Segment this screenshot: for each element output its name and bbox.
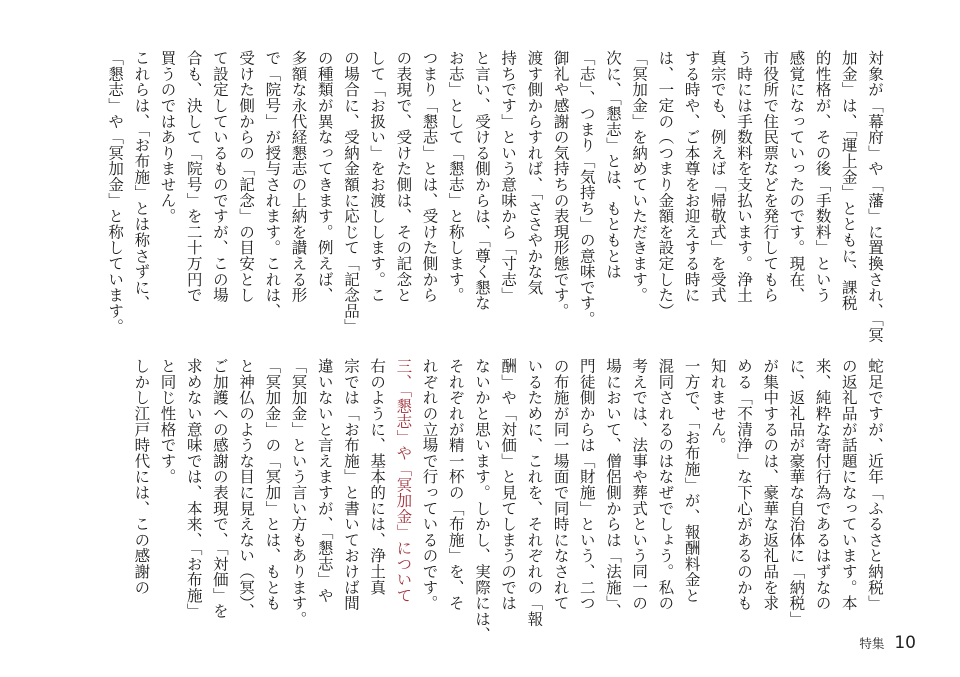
bottom-column-line: 考えでは、法事や葬式という同一の	[630, 358, 649, 611]
bottom-column-line: の布施が同一場面で同時になされて	[551, 358, 570, 611]
bottom-column-line: それぞれが精一杯の「布施」を、そ	[446, 358, 465, 611]
top-column-line: する時や、ご本尊をお迎えする時に	[682, 50, 701, 303]
top-column-line: と言い、受ける側からは、「尊く懇な	[472, 50, 491, 311]
bottom-column-line: 知れません。	[708, 358, 727, 453]
top-column-line: 受けた側からの「記念」の目安とし	[237, 50, 256, 303]
top-column-line: の種類が異なってきます。例えば、	[315, 50, 334, 303]
bottom-column-line: 右のように、基本的には、浄土真	[368, 358, 387, 595]
top-column-line: して「お扱い」をお渡しします。こ	[368, 50, 387, 303]
section-heading: 三、「懇志」や「冥加金」について	[394, 358, 413, 604]
bottom-column-line: 宗では「お布施」と書いておけば間	[341, 358, 360, 611]
bottom-column-line: 酬」や「対価」と見てしまうのでは	[499, 358, 518, 611]
top-column-line: 対象が「幕府」や「藩」に置換され、「冥	[866, 50, 884, 343]
top-column-line: お志」として「懇志」と称します。	[446, 50, 465, 303]
top-column-line: の場合に、受納金額に応じて「記念品」	[341, 50, 360, 335]
bottom-column-line: ご加護への感謝の表現で、「対価」を	[210, 358, 229, 619]
page-number: 10	[894, 633, 916, 653]
bottom-column-line: ないかと思います。しかし、実際には、	[472, 358, 491, 643]
bottom-text-block	[128, 358, 888, 648]
bottom-column-line: 場において、僧侶側からは「法施」、	[603, 358, 622, 619]
top-column-line: う時には手数料を支払います。浄土	[734, 50, 753, 303]
bottom-column-line: と神仏のような目に見えない（冥）、	[237, 358, 256, 619]
top-column-line: 買うのではありません。	[158, 50, 177, 224]
bottom-column-line: が集中するのは、豪華な返礼品を求	[761, 358, 780, 611]
top-column-line: 加金」は、「運上金」とともに、課税	[839, 50, 858, 311]
bottom-column-line: 蛇足ですが、近年「ふるさと納税」	[866, 358, 884, 611]
top-text-block	[102, 50, 888, 343]
top-column-line: 真宗でも、例えば「帰敬式」を受式	[708, 50, 727, 303]
top-column-line: 市役所で住民票などを発行してもら	[761, 50, 780, 303]
top-column-line: つまり「懇志」とは、受けた側から	[420, 50, 439, 303]
section-label: 特集	[859, 636, 885, 651]
top-column-line: 合も、決して「院号」を二十万円で	[184, 50, 203, 303]
bottom-column-line: に、返礼品が豪華な自治体に「納税」	[787, 358, 806, 627]
bottom-column-line: 来、純粋な寄付行為であるはずなの	[813, 358, 832, 611]
top-column-line: 「冥加金」を納めていただきます。	[630, 50, 649, 303]
top-column-line: 次に、「懇志」とは、もともとは	[603, 50, 622, 280]
bottom-column-line: める「不清浄」な下心があるのかも	[734, 358, 753, 611]
bottom-column-line: 混同されるのはなぜでしょう。私の	[656, 358, 675, 611]
bottom-column-line: と同じ性格です。	[158, 358, 177, 485]
bottom-column-line: 門徒側からは「財施」という、二つ	[577, 358, 596, 611]
bottom-column-line: いるために、これを、それぞれの「報	[525, 358, 544, 627]
bottom-column-line: 一方で、「お布施」が、報酬料金と	[682, 358, 701, 604]
top-column-line: 「懇志」や「冥加金」と称しています。	[106, 50, 125, 335]
bottom-column-line: れぞれの立場で行っているのです。	[420, 358, 439, 611]
bottom-column-line: 「冥加金」の「冥加」とは、もとも	[263, 358, 282, 611]
top-column-line: これらは、「お布施」とは称さずに、	[132, 50, 151, 311]
bottom-column-line: しかし江戸時代には、この感謝の	[132, 358, 151, 595]
top-column-line: 多額な永代経懇志の上納を讃える形	[289, 50, 308, 303]
bottom-column-line: の返礼品が話題になっています。本	[839, 358, 858, 611]
bottom-column-line: 違いないと言えますが、「懇志」や	[315, 358, 334, 604]
top-column-line: で「院号」が授与されます。これは、	[263, 50, 282, 319]
top-column-line: の表現で、受けた側は、その記念と	[394, 50, 413, 303]
top-column-line: 「志」、つまり「気持ち」の意味です。	[577, 50, 596, 327]
bottom-column-line: 「冥加金」という言い方もあります。	[289, 358, 308, 627]
top-column-line: は、一定の（つまり金額を設定した）	[656, 50, 675, 319]
top-column-line: 感覚になっていったのです。現在、	[787, 50, 806, 303]
top-column-line: 的性格が、その後「手数料」という	[813, 50, 832, 303]
top-column-line: 渡す側からすれば、「ささやかな気	[525, 50, 544, 296]
top-column-line: 持ちです」という意味から「寸志」	[499, 50, 518, 303]
bottom-column-line: 求めない意味では、本来、「お布施」	[184, 358, 203, 619]
page-footer	[859, 633, 916, 653]
top-column-line: 御礼や感謝の気持ちの表現形態です。	[551, 50, 570, 319]
top-column-line: て設定しているものですが、この場	[210, 50, 229, 303]
